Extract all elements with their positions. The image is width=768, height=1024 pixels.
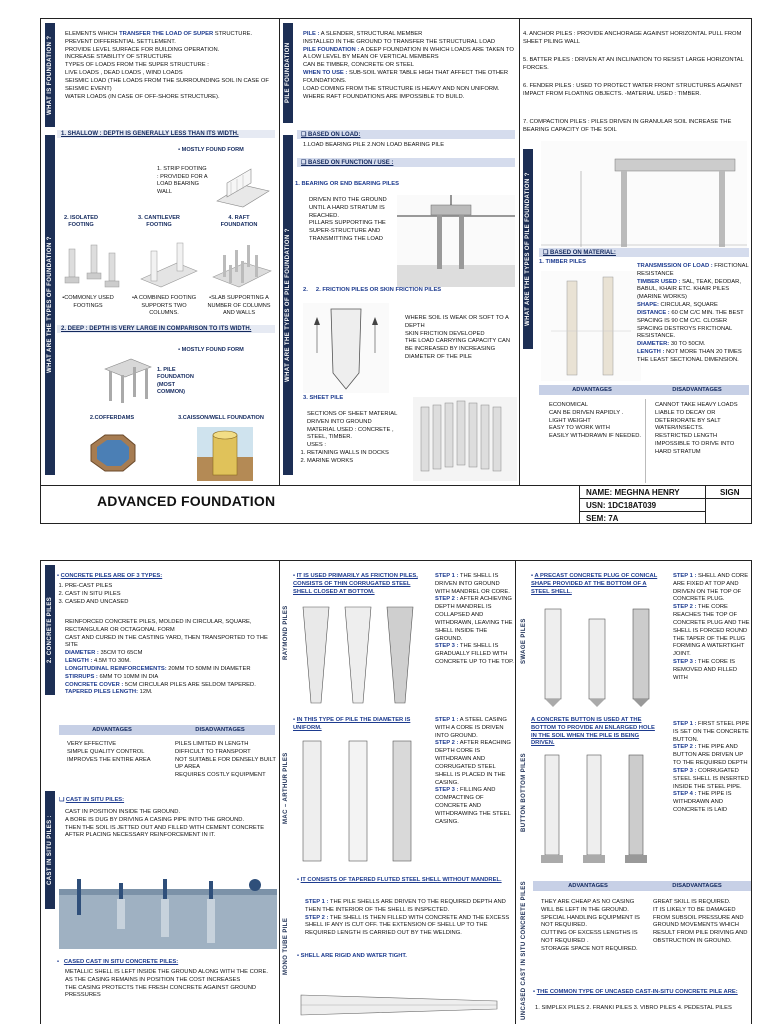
swage-pile-image — [535, 605, 661, 709]
list-item: • CAN BE DRIVEN RAPIDLY . — [549, 410, 647, 418]
list-item: • REQUIRES COSTLY EQUIPMENT — [175, 772, 277, 780]
sheet-pile-heading: 3. SHEET PILE — [303, 395, 344, 401]
timber-piles-list — [629, 263, 749, 379]
what-is-foundation-list — [57, 31, 277, 131]
list-item: • CAST IN POSITION INSIDE THE GROUND. — [65, 809, 277, 817]
sheet-advanced-foundation-1 — [40, 18, 752, 524]
list-item: • LONGITUDINAL REINFORCEMENTS: 20MM TO 50MM IN DIAMETER — [65, 666, 277, 674]
list-item: • PILE : A SLENDER, STRUCTURAL MEMBER — [303, 31, 517, 39]
list-item: • WHEN TO USE : SUB-SOIL WATER TABLE HIGH THAT AFFECT THE OTHER FOUNDATIONS. — [303, 70, 517, 86]
list-item: • PREVENT DIFFERENTIAL SETTLEMENT. — [65, 39, 277, 47]
shallow-heading: 1. SHALLOW : DEPTH IS GENERALLY LESS THAN ITS WIDTH. — [57, 130, 275, 138]
list-item: • THE CASING PROTECTS THE FRESH CONCRETE AGAINST GROUND PRESSURES — [65, 985, 277, 1001]
concrete-disadvantages-header: DISADVANTAGES — [165, 725, 275, 735]
list-item: • DRIVEN INTO THE GROUND UNTIL A HARD STRATUM IS REACHED. — [309, 197, 391, 220]
list-item: • IT IS LIKELY TO BE DAMAGED FROM SUBSOIL PRESSURE AND GROUND MOVEMENTS WHICH RESULT FROM PILE DRIVING AND OBSTRUCTION IN GROUND. — [653, 907, 751, 946]
timber-disadvantages-header: DISADVANTAGES — [645, 385, 749, 395]
uncased-common-types: 1. SIMPLEX PILES 2. FRANKI PILES 3. VIBRO PILES 4. PEDESTAL PILES — [535, 1005, 732, 1011]
cantilever-footing-image — [137, 241, 201, 293]
list-item: • THE LOAD CARRYING CAPACITY CAN BE INCREASED BY INCREASING DIAMETER OF THE PILE — [405, 338, 513, 361]
mostly-found-form-1: • MOSTLY FOUND FORM — [178, 147, 244, 153]
sheet-title: ADVANCED FOUNDATION — [97, 493, 276, 509]
compaction-piles: 7. COMPACTION PILES : PILES DRIVEN IN GRANULAR SOIL INCREASE THE BEARING CAPACITY OF THE SOIL — [523, 119, 732, 133]
mono-tube-heading: • IT CONSISTS OF TAPERED FLUTED STEEL SHELL WITHOUT MANDREL. — [297, 877, 502, 883]
list-item: • ELEMENTS WHICH TRANSFER THE LOAD OF SUPER STRUCTURE. — [65, 31, 277, 39]
list-item: • LENGTH : NOT MORE THAN 20 TIMES THE LEAST SECTIONAL DIMENSION. — [637, 349, 749, 365]
deep-heading: 2. DEEP : DEPTH IS VERY LARGE IN COMPARISON TO ITS WIDTH. — [57, 325, 275, 333]
list-item: • PILLARS SUPPORTING THE SUPER-STRUCTURE AND TRANSMITTING THE LOAD — [309, 220, 391, 243]
list-item: • EASY TO WORK WITH — [549, 425, 647, 433]
friction-piles-heading: 2. 2. FRICTION PILES OR SKIN FRICTION PILES — [303, 287, 442, 293]
list-item: 3. CASED AND UNCASED — [65, 599, 277, 607]
pile-foundation-list — [295, 31, 517, 129]
list-item: • GREAT SKILL IS REQUIRED. — [653, 899, 751, 907]
list-item: • TIMBER USED : SAL, TEAK, DEODAR, BABUL, KHAIR ETC. KHAIR PILES (MARINE WORKS) — [637, 279, 749, 302]
list-item: • INSTALLED IN THE GROUND TO TRANSFER THE STRUCTURAL LOAD — [303, 39, 517, 47]
caisson-image — [197, 427, 253, 481]
raft-foundation-image — [211, 241, 273, 293]
caisson-caption: 3.CAISSON/WELL FOUNDATION — [178, 415, 264, 421]
list-item: • DIAMETER : 35CM TO 65CM — [65, 650, 277, 658]
list-item: • SKIN FRICTION DEVELOPED — [405, 331, 513, 339]
list-item: • SECTIONS OF SHEET MATERIAL DRIVEN INTO GROUND — [307, 411, 411, 427]
swage-steps — [665, 573, 751, 707]
list-item: • STEP 1 : FIRST STEEL PIPE IS SET ON THE CONCRETE BUTTON. — [673, 721, 751, 744]
list-item: • RESTRICTED LENGTH — [655, 433, 751, 441]
cantilever-description: •A COMBINED FOOTING SUPPORTS TWO COLUMNS. — [131, 295, 197, 317]
bearing-piles-list — [301, 197, 391, 277]
cantilever-footing-caption: 3. CANTILEVER FOOTING — [138, 215, 180, 229]
based-on-function-heading: ❑ BASED ON FUNCTION / USE : — [297, 158, 515, 167]
pile-foundation-label: PILE FOUNDATION — [283, 23, 293, 123]
student-semester: SEM: 7A — [586, 514, 619, 523]
list-item: • WHERE RAFT FOUNDATIONS ARE IMPOSSIBLE TO BUILD. — [303, 94, 517, 102]
bearing-pile-image — [397, 195, 515, 287]
concrete-advantages-header: ADVANTAGES — [59, 725, 165, 735]
list-item: • LIABLE TO DECAY OR DETERIORATE BY SALT WATER/INSECTS. — [655, 410, 751, 433]
mono-tube-image — [297, 989, 509, 1021]
anchor-piles: 4. ANCHOR PILES : PROVIDE ANCHORAGE AGAINST HORIZONTAL PULL FROM SHEET PILING WALL — [523, 31, 742, 45]
list-item: • PROVIDE LEVEL SURFACE FOR BUILDING OPERATION. — [65, 47, 277, 55]
mac-arthur-heading: • IN THIS TYPE OF PILE THE DIAMETER IS UNIFORM. — [293, 717, 411, 731]
isolated-description: •COMMONLY USED FOOTINGS — [62, 295, 114, 309]
swage-heading: • A PRECAST CONCRETE PLUG OF CONICAL SHAPE PROVIDED AT THE BOTTOM OF A STEEL SHELL. — [531, 573, 658, 595]
sheet-pile-image — [413, 397, 517, 481]
list-item: • CAST AND CURED IN THE CASTING YARD, THEN TRANSPORTED TO THE SITE — [65, 635, 277, 651]
list-item: 1. RETAINING WALLS IN DOCKS — [307, 450, 411, 458]
list-item: • THEY ARE CHEAP AS NO CASING WILL BE LEFT IN THE GROUND. — [541, 899, 643, 915]
list-item: • DIFFICULT TO TRANSPORT — [175, 749, 277, 757]
raymond-label: RAYMOND PILES — [281, 571, 291, 695]
list-item: • EASILY WITHDRAWN IF NEEDED. — [549, 433, 647, 441]
list-item: • STEP 1 : A STEEL CASING WITH A CORE IS DRIVEN INTO GROUND. — [435, 717, 515, 740]
list-item: 2. CAST IN SITU PILES — [65, 591, 277, 599]
list-item: • SEISMIC LOAD (THE LOADS FROM THE SURROUNDING SOIL IN CASE OF SEISMIC EVENT) — [65, 78, 277, 94]
list-item: • NOT SUITABLE FOR DENSELY BUILT UP AREA — [175, 757, 277, 773]
list-item: • USES : — [307, 442, 411, 450]
uncased-common-heading: • THE COMMON TYPE OF UNCASED CAST-IN-SITU CONCRETE PILE ARE: — [533, 989, 738, 995]
concrete-advantages-list — [59, 741, 165, 787]
list-item: • STEP 1 : THE SHELL IS DRIVEN INTO GROUND WITH MANDREL OR CORE. — [435, 573, 515, 596]
mono-tube-label: MONO TUBE PILE — [281, 871, 291, 1021]
bearing-piles-heading: 1. BEARING OR END BEARING PILES — [295, 181, 400, 187]
timber-piles-heading: 1. TIMBER PILES — [539, 259, 587, 265]
list-item: • STEP 3 : THE SHELL IS GRADUALLY FILLED WITH CONCRETE UP TO THE TOP. — [435, 643, 515, 666]
timber-piles-image — [541, 271, 641, 381]
list-item: • WHERE SOIL IS WEAK OR SOFT TO A DEPTH — [405, 315, 513, 331]
strip-footing-caption: 1. STRIP FOOTING : PROVIDED FOR A LOAD BEARING WALL — [157, 166, 208, 195]
list-item: • MATERIAL USED : CONCRETE , STEEL, TIMBER. — [307, 427, 411, 443]
strip-footing-image — [213, 165, 273, 209]
list-item: • CONCRETE COVER : 5CM CIRCULAR PILES ARE SELDOM TAPERED. — [65, 682, 277, 690]
list-item: • STEP 3 : FILLING AND COMPACTING OF CONCRETE AND WITHDRAWING THE STEEL CASING. — [435, 787, 515, 826]
types-of-pile-foundation-label-2: WHAT ARE THE TYPES OF PILE FOUNDATION ? — [523, 149, 533, 349]
isolated-footing-caption: 2. ISOLATED FOOTING — [63, 215, 99, 229]
cast-in-situ-heading: ❑ CAST IN SITU PILES: — [59, 797, 125, 803]
list-item: • METALLIC SHELL IS LEFT INSIDE THE GROUND ALONG WITH THE CORE. — [65, 969, 277, 977]
mac-arthur-steps — [427, 717, 515, 867]
list-item: • A BORE IS DUG BY DRIVING A CASING PIPE INTO THE GROUND. — [65, 817, 277, 825]
uncased-disadvantages-header: DISADVANTAGES — [643, 881, 751, 891]
raft-foundation-caption: 4. RAFT FOUNDATION — [220, 215, 258, 229]
sheet-pile-list — [299, 411, 411, 481]
swage-label: SWAGE PILES — [519, 571, 529, 711]
list-item: • LENGTH : 4.5M TO 30M. — [65, 658, 277, 666]
student-usn: USN: 1DC18AT039 — [586, 501, 657, 510]
mac-arthur-image — [295, 737, 425, 865]
mono-tube-note: • SHELL ARE RIGID AND WATER TIGHT. — [297, 953, 407, 959]
uncased-advantages-list — [533, 899, 643, 981]
uncased-label: UNCASED CAST IN SITU CONCRETE PILES — [519, 877, 529, 1023]
concrete-piles-label: 2. CONCRETE PILES — [45, 565, 55, 695]
list-item: • CANNOT TAKE HEAVY LOADS — [655, 402, 751, 410]
pile-foundation-image — [101, 355, 155, 405]
list-item: • REINFORCED CONCRETE PILES, MOLDED IN CIRCULAR, SQUARE, RECTANGULAR OR OCTAGONAL FORM — [65, 619, 277, 635]
based-on-load-heading: ❑ BASED ON LOAD: — [297, 130, 515, 139]
list-item: • CAN BE TIMBER, CONCRETE OR STEEL — [303, 62, 517, 70]
load-types: 1.LOAD BEARING PILE 2.NON LOAD BEARING PILE — [303, 142, 445, 148]
types-of-pile-foundation-label: WHAT ARE THE TYPES OF PILE FOUNDATION ? — [283, 135, 293, 475]
isolated-footing-image — [63, 241, 123, 293]
list-item: • CUTTING OF EXCESS LENGTHS IS NOT REQUIRED . — [541, 930, 643, 946]
timber-advantages-list — [541, 402, 647, 482]
list-item: 1. PRE-CAST PILES — [65, 583, 277, 591]
sheet-advanced-foundation-2 — [40, 560, 752, 1024]
cast-in-situ-image — [59, 879, 277, 949]
list-item: • STORAGE SPACE NOT REQUIRED. — [541, 946, 643, 954]
list-item: • IMPROVES THE ENTIRE AREA — [67, 757, 165, 765]
what-is-foundation-label: WHAT IS FOUNDATION ? — [45, 23, 55, 127]
types-of-foundation-label: WHAT ARE THE TYPES OF FOUNDATION ? — [45, 135, 55, 475]
raymond-pile-image — [299, 603, 421, 707]
concrete-types-heading: • CONCRETE PILES ARE OF 3 TYPES: — [57, 573, 163, 579]
list-item: • LIVE LOADS , DEAD LOADS , WIND LOADS — [65, 70, 277, 78]
cast-in-situ-label: CAST IN SITU PILES : — [45, 791, 55, 909]
raft-description: •SLAB SUPPORTING A NUMBER OF COLUMNS AND WALLS — [207, 295, 271, 317]
list-item: • LIGHT WEIGHT — [549, 418, 647, 426]
list-item: • SPECIAL HANDLING EQUIPMENT IS NOT REQUIRED. — [541, 915, 643, 931]
friction-pile-image — [303, 303, 389, 393]
uncased-advantages-header: ADVANTAGES — [533, 881, 643, 891]
compaction-pile-image — [541, 141, 747, 251]
batter-piles: 5. BATTER PILES : DRIVEN AT AN INCLINATION TO RESIST LARGE HORIZONTAL FORCES. — [523, 57, 744, 71]
list-item: • VERY EFFECTIVE — [67, 741, 165, 749]
raymond-steps — [427, 573, 515, 705]
list-item: • STEP 4 : THE PIPE IS WITHDRAWN AND CONCRETE IS LAID — [673, 791, 751, 814]
concrete-types-list — [57, 583, 277, 617]
list-item: • STEP 1 : SHELL AND CORE ARE FIXED AT TOP AND DRIVEN ON THE TOP OF CONCRETE PLUG. — [673, 573, 751, 604]
list-item: • PILE FOUNDATION : A DEEP FOUNDATION IN WHICH LOADS ARE TAKEN TO A LOW LEVEL BY MEAN OF VERTICAL MEMBERS — [303, 47, 517, 63]
list-item: • WATER LOADS (IN CASE OF OFF-SHORE STRUCTURE). — [65, 94, 277, 102]
list-item: • ECONOMICAL — [549, 402, 647, 410]
list-item: • TRANSMISSION OF LOAD : FRICTIONAL RESISTANCE — [637, 263, 749, 279]
list-item: • STEP 3 : CORRUGATED STEEL SHELL IS INSERTED INSIDE THE STEEL PIPE. — [673, 768, 751, 791]
based-on-material-heading: ❑ BASED ON MATERIAL: — [539, 248, 749, 257]
timber-disadvantages-list — [647, 402, 751, 482]
list-item: • STEP 2 : THE CORE REACHES THE TOP OF CONCRETE PLUG AND THE SHELL IS FORCED ROUND THE TAPER OF THE PLUG FORMING A WATERTIGHT JOINT. — [673, 604, 751, 659]
list-item: • THEN THE SOIL IS JETTED OUT AND FILLED WITH CEMENT CONCRETE AFTER PLACING NECESSARY REINFORCEMENT IN IT. — [65, 825, 277, 841]
list-item: • SHAPE: CIRCULAR, SQUARE — [637, 302, 749, 310]
button-bottom-image — [535, 751, 661, 869]
cofferdam-image — [85, 429, 139, 477]
list-item: • DIAMETER: 30 TO 50CM. — [637, 341, 749, 349]
list-item: • STEP 1 : THE PILE SHELLS ARE DRIVEN TO THE REQUIRED DEPTH AND THEN THE INTERIOR OF THE SHELL IS INSPECTED. — [305, 899, 511, 915]
list-item: • AS THE CASING REMAINS IN POSITION THE COST INCREASES — [65, 977, 277, 985]
button-bottom-steps — [665, 721, 751, 869]
list-item: • PILES LIMITED IN LENGTH — [175, 741, 277, 749]
cast-in-situ-list — [57, 809, 277, 851]
list-item: • STEP 2 : AFTER REACHING DEPTH CORE IS WITHDRAWN AND CORRUGATED STEEL SHELL IS PLACED IN THE CASING. — [435, 740, 515, 787]
sign-label: SIGN — [720, 488, 740, 497]
list-item: • IMPOSSIBLE TO DRIVE INTO HARD STRATUM — [655, 441, 751, 457]
list-item: • STIRRUPS : 6MM TO 10MM IN DIA — [65, 674, 277, 682]
fender-piles: 6. FENDER PILES : USED TO PROTECT WATER FRONT STRUCTURES AGAINST IMPACT FROM FLOATING OBJECTS. -MATERIAL USED : TIMBER. — [523, 83, 743, 97]
concrete-disadvantages-list — [167, 741, 277, 787]
cofferdams-caption: 2.COFFERDAMS — [89, 415, 135, 421]
cased-heading: • CASED CAST IN SITU CONCRETE PILES: — [57, 959, 179, 965]
pile-foundation-caption: 1. PILE FOUNDATION (MOST COMMON) — [157, 367, 194, 395]
student-name: NAME: MEGHNA HENRY — [586, 488, 680, 497]
cased-list — [57, 969, 277, 1024]
friction-piles-list — [397, 315, 513, 385]
list-item: • STEP 2 : THE SHELL IS THEN FILLED WITH CONCRETE AND THE EXCESS SHELL IF ANY IS CUT OFF. THE EXTENSION OF SHELL UP TO THE REQUIRED LENGTH IS CARRIED OUT BY THE WELDING. — [305, 915, 511, 938]
list-item: • TAPERED PILES LENGTH: 12M. — [65, 689, 277, 697]
raymond-heading: • IT IS USED PRIMARILY AS FRICTION PILES, CONSISTS OF THIN CORRUGATED STEEL SHELL CLOSED AT BOTTOM. — [293, 573, 418, 595]
uncased-disadvantages-list — [645, 899, 751, 981]
list-item: • STEP 2 : AFTER ACHIEVING DEPTH MANDREL IS COLLAPSED AND WITHDRAWN, LEAVING THE SHELL INSIDE THE GROUND. — [435, 596, 515, 643]
list-item: • INCREASE STABILITY OF STRUCTURE — [65, 54, 277, 62]
list-item: • STEP 2 : THE PIPE AND BUTTON ARE DRIVEN UP TO THE REQUIRED DEPTH — [673, 744, 751, 767]
list-item: • DISTANCE : 60 CM C/C MIN. THE BEST SPACING IS 90 CM C/C. CLOSER SPACING DESTROYS FRICTIONAL RESISTANCE. — [637, 310, 749, 341]
list-item: • LOAD COMING FROM THE STRUCTURE IS HEAVY AND NON UNIFORM. — [303, 86, 517, 94]
list-item: • STEP 3 : THE CORE IS REMOVED AND FILLED WITH — [673, 659, 751, 682]
list-item: • SIMPLE QUALITY CONTROL — [67, 749, 165, 757]
mono-tube-steps — [297, 899, 511, 947]
mac-arthur-label: MAC – ARTHUR PILES — [281, 713, 291, 863]
timber-advantages-header: ADVANTAGES — [539, 385, 645, 395]
concrete-details-list — [57, 619, 277, 701]
list-item: • TYPES OF LOADS FROM THE SUPER STRUCTURE : — [65, 62, 277, 70]
mostly-found-form-2: • MOSTLY FOUND FORM — [178, 347, 244, 353]
button-bottom-label: BUTTON BOTTOM PILES — [519, 717, 529, 867]
list-item: 2. MARINE WORKS — [307, 458, 411, 466]
button-bottom-heading: A CONCRETE BUTTON IS USED AT THE BOTTOM TO PROVIDE AN ENLARGED HOLE IN THE SOIL WHEN THE PILE IS BEING DRIVEN. — [531, 717, 655, 747]
